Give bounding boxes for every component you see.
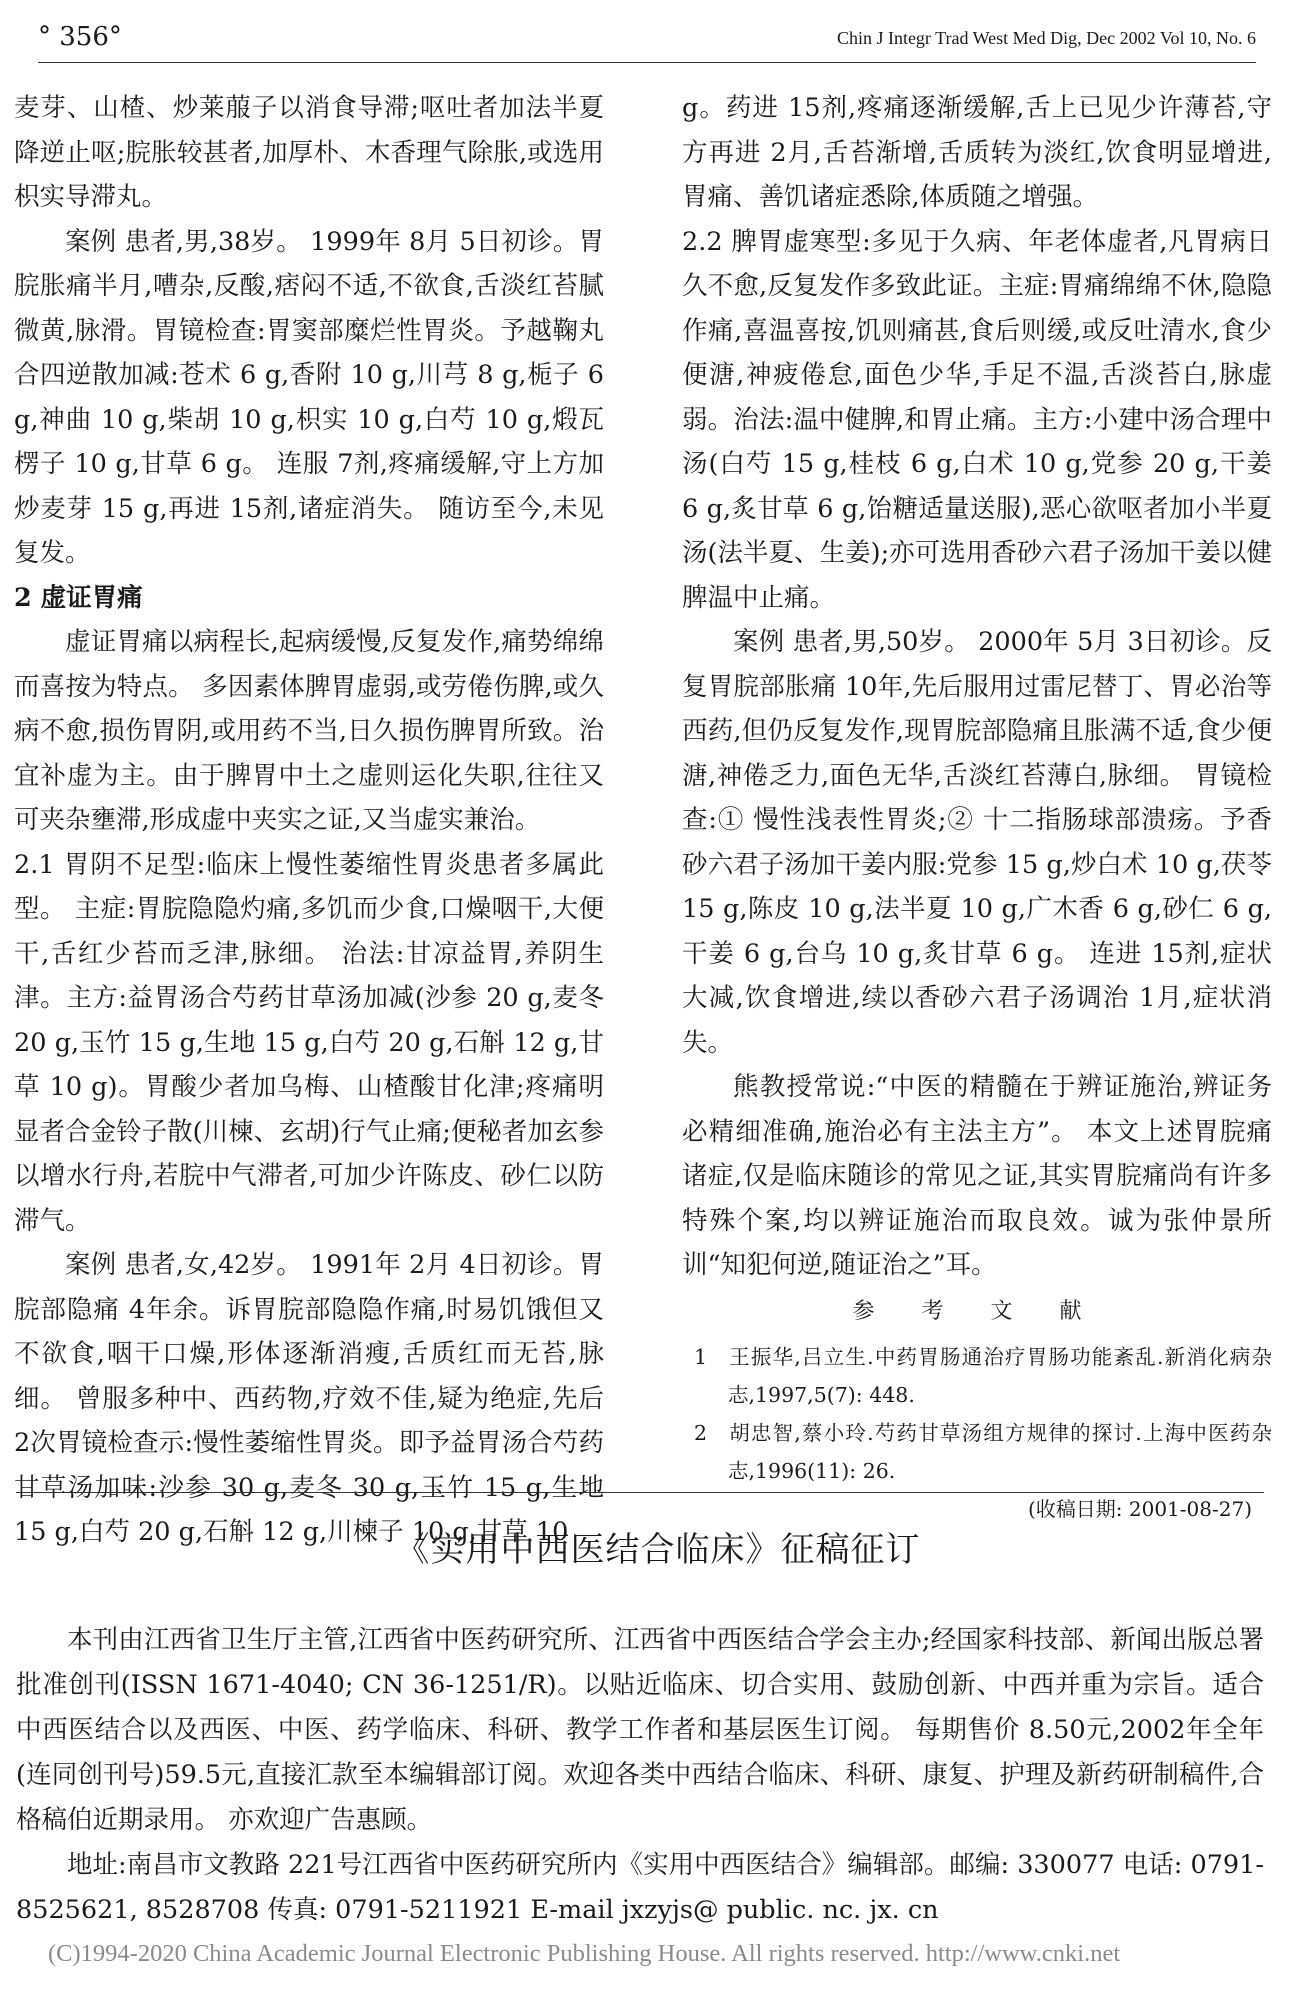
left-paragraph-4: 2.1 胃阴不足型:临床上慢性萎缩性胃炎患者多属此型。 主症:胃脘隐隐灼痛,多饥而少食,口燥咽干,大便干,舌红少苔而乏津,脉细。 治法:甘凉益胃,养阴生津。主方:益胃汤合芍药甘草汤加减(沙参 20 g,麦冬 20 g,玉竹 15 g,生地 15 g,白芍 20 g,石斛 12 g,甘草 10 g)。胃酸少者加乌梅、山楂酸甘化津;疼痛明显者合金铃子散(川楝、玄胡)行气止痛;便秘者加玄参以增水行舟,若脘中气滞者,可加少许陈皮、砂仁以防滞气。 <box>14 849 604 1236</box>
reference-text: 胡忠智,蔡小玲.芍药甘草汤组方规律的探讨.上海中医药杂志,1996(11): 26. <box>728 1421 1272 1483</box>
left-paragraph-0: 麦芽、山楂、炒莱菔子以消食导滞;呕吐者加法半夏降逆止呕;脘胀较甚者,加厚朴、木香理气除胀,或选用枳实导滞丸。 <box>14 93 604 212</box>
left-paragraph-2: 2 虚证胃痛 <box>14 582 143 613</box>
section-divider <box>16 1492 1264 1493</box>
reference-number: 1 <box>694 1345 708 1369</box>
received-date: (收稿日期: 2001-08-27) <box>1027 1497 1252 1521</box>
right-paragraph-1: 2.2 脾胃虚寒型:多见于久病、年老体虚者,凡胃病日久不愈,反复发作多致此证。主症:胃痛绵绵不休,隐隐作痛,喜温喜按,饥则痛甚,食后则缓,或反吐清水,食少便溏,神疲倦怠,面色少华,手足不温,舌淡苔白,脉虚弱。治法:温中健脾,和胃止痛。主方:小建中汤合理中汤(白芍 15 g,桂枝 6 g,白术 10 g,党参 20 g,干姜 6 g,炙甘草 6 g,饴糖适量送服),恶心欲呕者加小半夏汤(法半夏、生姜);亦可选用香砂六君子汤加干姜以健脾温中止痛。 <box>682 226 1272 613</box>
right-paragraph-0: g。药进 15剂,疼痛逐渐缓解,舌上已见少许薄苔,守方再进 2月,舌苔渐增,舌质转为淡红,饮食明显增进,胃痛、善饥诸症悉除,体质随之增强。 <box>682 93 1272 212</box>
reference-number: 2 <box>694 1421 708 1445</box>
reference-item <box>682 1414 1272 1490</box>
reference-text: 王振华,吕立生.中药胃肠通治疗胃肠功能紊乱.新消化病杂志,1997,5(7): 448. <box>728 1345 1272 1407</box>
reference-item <box>682 1338 1272 1414</box>
announcement-title: 《实用中西医结合临床》征稿征订 <box>395 1530 921 1570</box>
left-paragraph-5: 案例 患者,女,42岁。 1991年 2月 4日初诊。胃脘部隐痛 4年余。诉胃脘部隐隐作痛,时易饥饿但又不欲食,咽干口燥,形体逐渐消瘦,舌质红而无苔,脉细。 曾服多种中、西药物,疗效不佳,疑为绝症,先后 2次胃镜检查示:慢性萎缩性胃炎。即予益胃汤合芍药甘草汤加味:沙参 30 g,麦冬 30 g,玉竹 15 g,生地 15 g,白芍 20 g,石斛 12 g,川楝子 10 g,甘草 10 <box>14 1250 604 1547</box>
left-paragraph-3: 虚证胃痛以病程长,起病缓慢,反复发作,痛势绵绵而喜按为特点。 多因素体脾胃虚弱,或劳倦伤脾,或久病不愈,损伤胃阴,或用药不当,日久损伤脾胃所致。治宜补虚为主。由于脾胃中土之虚则运化失职,往往又可夹杂壅滞,形成虚中夹实之证,又当虚实兼治。 <box>14 627 604 835</box>
left-paragraph-1: 案例 患者,男,38岁。 1999年 8月 5日初诊。胃脘胀痛半月,嘈杂,反酸,痞闷不适,不欲食,舌淡红苔腻微黄,脉滑。胃镜检查:胃窦部糜烂性胃炎。予越鞠丸合四逆散加减:苍术 6 g,香附 10 g,川芎 8 g,栀子 6 g,神曲 10 g,柴胡 10 g,枳实 10 g,白芍 10 g,煅瓦楞子 10 g,甘草 6 g。 连服 7剂,疼痛缓解,守上方加炒麦芽 15 g,再进 15剂,诸症消失。 随访至今,未见复发。 <box>14 226 604 568</box>
references-title: 参 考 文 献 <box>852 1298 1102 1324</box>
journal-running-header: Chin J Integr Trad West Med Dig, Dec 2002 Vol 10, No. 6 <box>836 28 1256 48</box>
right-paragraph-2: 案例 患者,男,50岁。 2000年 5月 3日初诊。反复胃脘部胀痛 10年,先后服用过雷尼替丁、胃必治等西药,但仍反复发作,现胃脘部隐痛且胀满不适,食少便溏,神倦乏力,面色无华,舌淡红苔薄白,脉细。 胃镜检查:① 慢性浅表性胃炎;② 十二指肠球部溃疡。予香砂六君子汤加干姜内服:党参 15 g,炒白术 10 g,茯苓 15 g,陈皮 10 g,法半夏 10 g,广木香 6 g,砂仁 6 g,干姜 6 g,台乌 10 g,炙甘草 6 g。 连进 15剂,症状大减,饮食增进,续以香砂六君子汤调治 1月,症状消失。 <box>682 627 1272 1058</box>
page-number: ° 356° <box>38 22 122 52</box>
right-paragraph-3: 熊教授常说:“中医的精髓在于辨证施治,辨证务必精细准确,施治必有主法主方”。 本文上述胃脘痛诸症,仅是临床随诊的常见之证,其实胃脘痛尚有许多特殊个案,均以辨证施治而取良效。诚为张仲景所训“知犯何逆,随证治之”耳。 <box>682 1072 1272 1280</box>
announcement-paragraph-1: 地址:南昌市文教路 221号江西省中医药研究所内《实用中西医结合》编辑部。邮编: 330077 电话: 0791-8525621, 8528708 传真: 0791-5211921 E-mail jxzyjs@ public. nc. jx. cn <box>16 1850 1264 1925</box>
header-rule <box>38 62 1256 63</box>
announcement-body <box>16 1618 1264 1933</box>
right-column <box>682 86 1272 1528</box>
announcement-paragraph-0: 本刊由江西省卫生厅主管,江西省中医药研究所、江西省中西医结合学会主办;经国家科技部、新闻出版总署批准创刊(ISSN 1671-4040; CN 36-1251/R)。以贴近临床、切合实用、鼓励创新、中西并重为宗旨。适合中西医结合以及西医、中医、药学临床、科研、教学工作者和基层医生订阅。 每期售价 8.50元,2002年全年(连同创刊号)59.5元,直接汇款至本编辑部订阅。欢迎各类中西结合临床、科研、康复、护理及新药研制稿件,合格稿伯近期录用。 亦欢迎广告惠顾。 <box>16 1625 1264 1835</box>
copyright-footer: (C)1994-2020 China Academic Journal Electronic Publishing House. All rights reserved. http://www.cnki.net <box>48 1940 1121 1967</box>
left-column <box>14 86 604 1555</box>
